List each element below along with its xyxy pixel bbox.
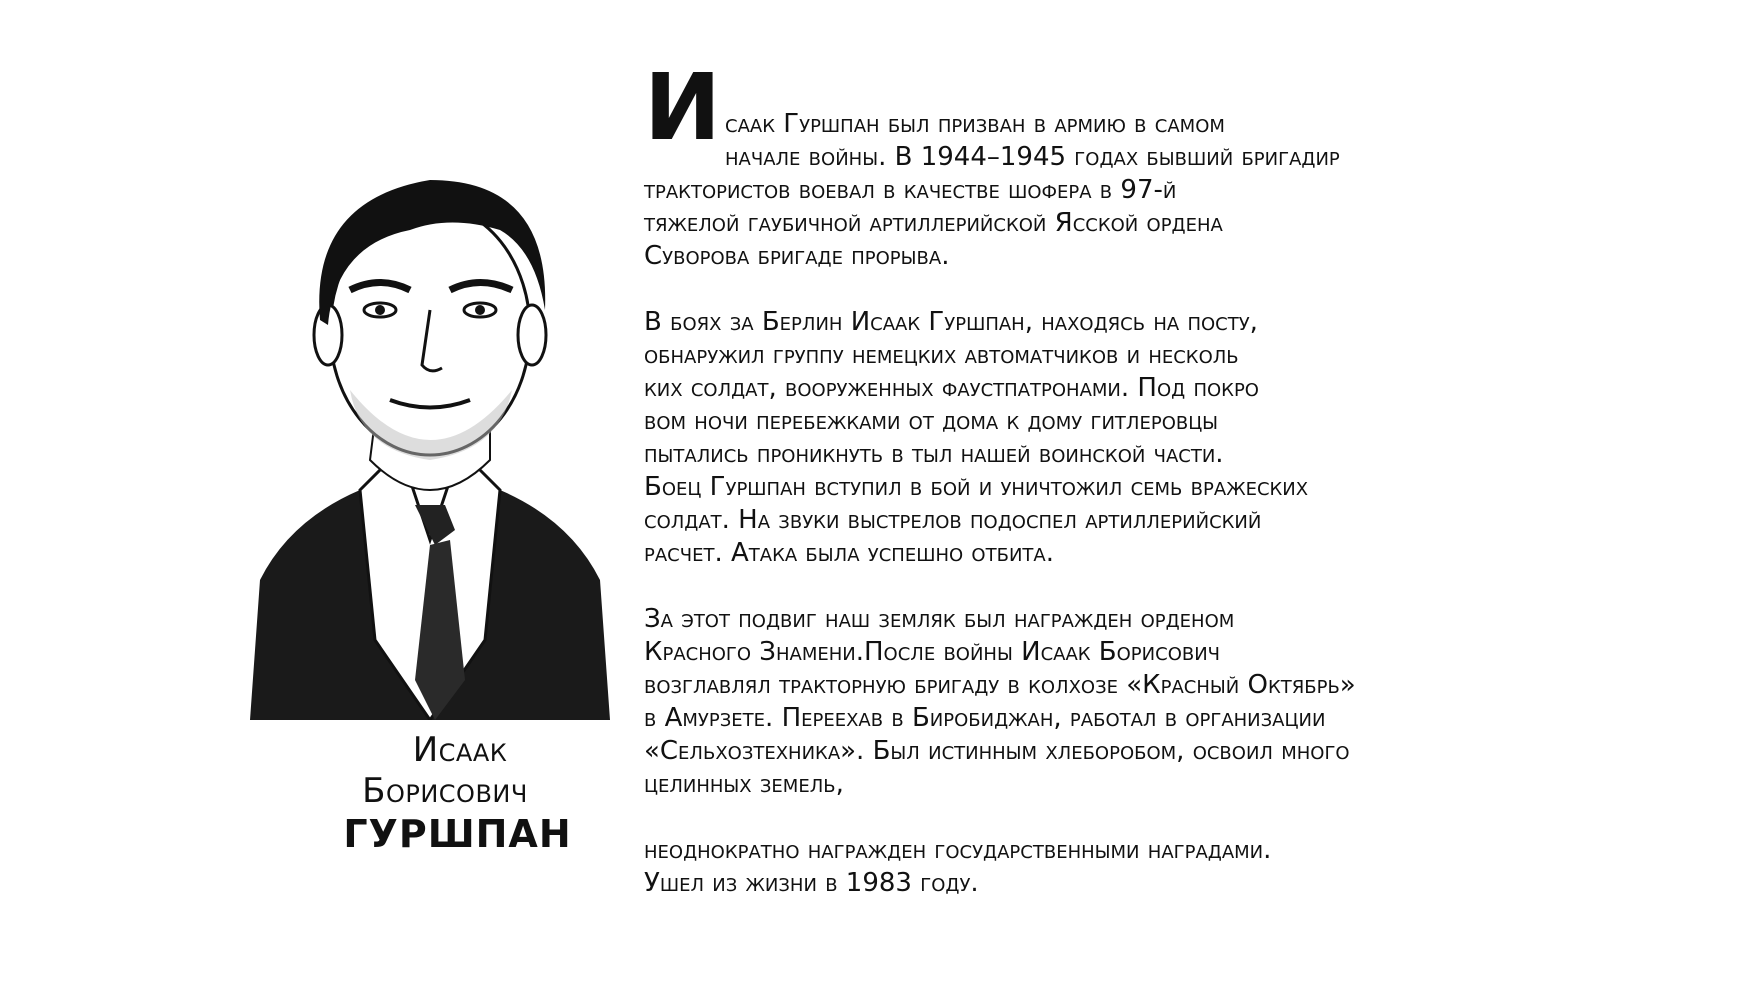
text-line: В боях за Берлин Исаак Гуршпан, находясь на посту,: [644, 307, 1258, 337]
text-line: обнаружил группу немецких автоматчиков и несколь: [644, 340, 1239, 370]
text-line: вом ночи перебежками от дома к дому гитлеровцы: [644, 406, 1219, 436]
surname: ГУРШПАН: [343, 811, 572, 856]
text-line: неоднократно награжден государственными наградами.: [644, 835, 1272, 865]
text-line: Боец Гуршпан вступил в бой и уничтожил семь вражеских: [644, 472, 1309, 502]
text-line: «Сельхозтехника». Был истинным хлеборобом, освоил много: [644, 736, 1350, 766]
paragraph-4: [644, 834, 1644, 900]
text-line: саак Гуршпан был призван в армию в самом: [725, 109, 1225, 139]
drop-cap: И: [644, 54, 721, 161]
person-name: [290, 730, 600, 857]
text-line: солдат. На звуки выстрелов подоспел артиллерийский: [644, 505, 1262, 535]
portrait-illustration: [250, 160, 610, 720]
text-line: расчет. Атака была успешно отбита.: [644, 538, 1054, 568]
text-line: тяжелой гаубичной артиллерийской Ясской ордена: [644, 208, 1223, 238]
paragraph-2: [644, 306, 1644, 570]
text-line: Красного Знамени.После войны Исаак Борисович: [644, 637, 1221, 667]
text-line: За этот подвиг наш земляк был награжден орденом: [644, 604, 1235, 634]
paragraph-1: [644, 54, 1644, 273]
patronymic: Борисович: [362, 770, 528, 811]
text-line: ких солдат, вооруженных фаустпатронами. Под покро: [644, 373, 1259, 403]
text-line: целинных земель,: [644, 769, 844, 799]
paragraph-3: [644, 603, 1644, 801]
text-line: в Амурзете. Переехав в Биробиджан, работал в организации: [644, 703, 1326, 733]
text-line: Суворова бригаде прорыва.: [644, 241, 950, 271]
man-portrait-sketch-icon: [250, 160, 610, 720]
biography-text: [644, 54, 1644, 933]
text-line: трактористов воевал в качестве шофера в 97-й: [644, 175, 1177, 205]
text-line: возглавлял тракторную бригаду в колхозе «Красный Октябрь»: [644, 670, 1356, 700]
first-name: Исаак: [412, 730, 508, 770]
text-line: начале войны. В 1944–1945 годах бывший бригадир: [725, 142, 1340, 172]
text-line: пытались проникнуть в тыл нашей воинской части.: [644, 439, 1224, 469]
text-line: Ушел из жизни в 1983 году.: [644, 868, 979, 898]
